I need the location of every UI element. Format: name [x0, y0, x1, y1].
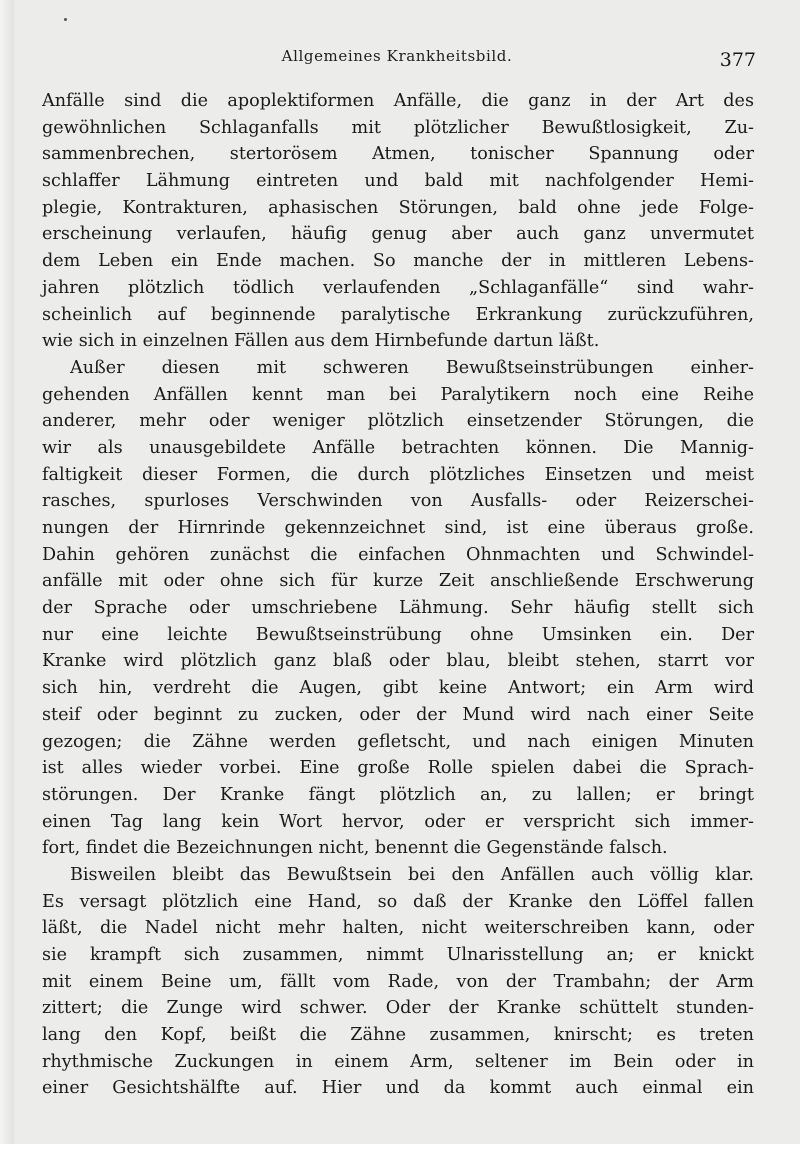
text-line: anderer, mehr oder weniger plötzlich einsetzender Störungen, die	[42, 411, 754, 432]
text-line: lang den Kopf, beißt die Zähne zusammen, knirscht; es treten	[42, 1025, 754, 1046]
text-line: erscheinung verlaufen, häufig genug aber auch ganz unvermutet	[42, 224, 754, 245]
text-line: gezogen; die Zähne werden gefletscht, und nach einigen Minuten	[42, 731, 754, 752]
text-line: fort, findet die Bezeichnungen nicht, benennt die Gegenstände falsch.	[42, 838, 668, 859]
text-line: einen Tag lang kein Wort hervor, oder er verspricht sich immer-	[42, 811, 754, 832]
text-line: Dahin gehören zunächst die einfachen Ohnmachten und Schwindel-	[42, 544, 754, 565]
text-line: plegie, Kontrakturen, aphasischen Störungen, bald ohne jede Folge-	[42, 197, 754, 218]
text-line: sie krampft sich zusammen, nimmt Ulnarisstellung an; er knickt	[42, 945, 754, 965]
text-line: mit einem Beine um, fällt vom Rade, von der Trambahn; der Arm	[42, 971, 754, 992]
text-line: schlaffer Lähmung eintreten und bald mit nachfolgender Hemi-	[42, 171, 754, 192]
text-line: scheinlich auf beginnende paralytische Erkrankung zurückzuführen,	[42, 304, 754, 325]
running-head	[0, 47, 800, 71]
text-line: gewöhnlichen Schlaganfalls mit plötzlicher Bewußtlosigkeit, Zu-	[42, 117, 754, 138]
body-text	[42, 88, 754, 1102]
text-line: rasches, spurloses Verschwinden von Ausfalls- oder Reizerschei-	[42, 491, 754, 512]
text-line: einer Gesichtshälfte auf. Hier und da kommt auch einmal ein	[42, 1078, 754, 1099]
page-number: 377	[719, 49, 756, 71]
paragraph-start-line: Bisweilen bleibt das Bewußtsein bei den Anfällen auch völlig klar.	[70, 864, 754, 885]
page-bottom-edge	[0, 1144, 800, 1151]
running-title: Allgemeines Krankheitsbild.	[281, 47, 513, 65]
text-line: rhythmische Zuckungen in einem Arm, seltener im Bein oder in	[42, 1051, 754, 1072]
text-line: der Sprache oder umschriebene Lähmung. Sehr häufig stellt sich	[42, 598, 754, 619]
text-line: sammenbrechen, stertorösem Atmen, tonischer Spannung oder	[42, 144, 754, 165]
text-line: Es versagt plötzlich eine Hand, so daß der Kranke den Löffel fallen	[42, 891, 754, 912]
text-line: nur eine leichte Bewußtseinstrübung ohne Umsinken ein. Der	[42, 624, 754, 645]
text-line: wie sich in einzelnen Fällen aus dem Hirnbefunde dartun läßt.	[42, 331, 600, 352]
text-line: jahren plötzlich tödlich verlaufenden „Schlaganfälle“ sind wahr-	[42, 277, 754, 298]
text-line: Anfälle sind die apoplektiformen Anfälle, die ganz in der Art des	[42, 91, 754, 111]
text-line: steif oder beginnt zu zucken, oder der Mund wird nach einer Seite	[42, 704, 754, 725]
text-line: gehenden Anfällen kennt man bei Paralytikern noch eine Reihe	[42, 384, 754, 405]
text-line: störungen. Der Kranke fängt plötzlich an, zu lallen; er bringt	[42, 784, 754, 805]
text-line: wir als unausgebildete Anfälle betrachten können. Die Mannig-	[42, 437, 754, 458]
text-line: dem Leben ein Ende machen. So manche der in mittleren Lebens-	[42, 251, 754, 272]
page-gutter-shadow	[0, 0, 14, 1151]
text-line: zittert; die Zunge wird schwer. Oder der Kranke schüttelt stunden-	[42, 998, 754, 1019]
paragraph-start-line: Außer diesen mit schweren Bewußtseinstrübungen einher-	[70, 357, 754, 378]
scan-speck	[64, 18, 67, 21]
text-line: ist alles wieder vorbei. Eine große Rolle spielen dabei die Sprach-	[42, 758, 754, 779]
text-line: läßt, die Nadel nicht mehr halten, nicht weiterschreiben kann, oder	[42, 918, 754, 939]
text-line: faltigkeit dieser Formen, die durch plötzliches Einsetzen und meist	[42, 464, 754, 485]
text-line: anfälle mit oder ohne sich für kurze Zeit anschließende Erschwerung	[42, 571, 754, 592]
text-line: nungen der Hirnrinde gekennzeichnet sind, ist eine überaus große.	[42, 518, 754, 538]
text-line: sich hin, verdreht die Augen, gibt keine Antwort; ein Arm wird	[42, 678, 754, 699]
text-line: Kranke wird plötzlich ganz blaß oder blau, bleibt stehen, starrt vor	[42, 651, 754, 672]
